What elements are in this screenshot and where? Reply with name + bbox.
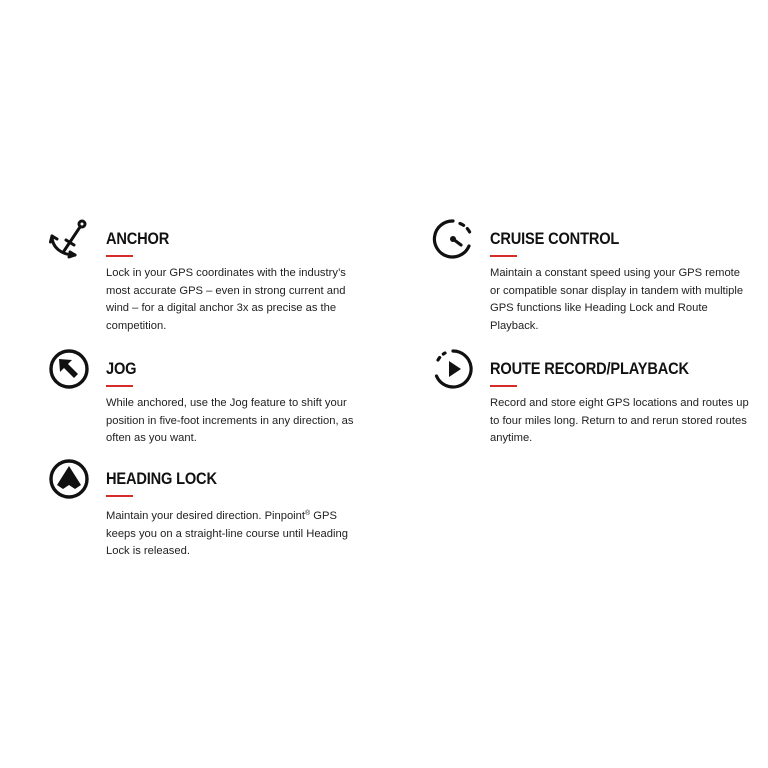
- feature-anchor: [106, 230, 376, 335]
- feature-description: [106, 505, 368, 561]
- anchor-icon: [48, 218, 90, 260]
- route-playback-icon: [432, 348, 474, 390]
- feature-cruise-control: [490, 230, 760, 335]
- jog-arrow-icon: [48, 348, 90, 390]
- feature-title: JOG: [106, 359, 137, 378]
- feature-title: ROUTE RECORD/PLAYBACK: [490, 359, 689, 378]
- description-text: GPS keeps you on a straight-line course until Heading Lock is released.: [106, 510, 348, 557]
- feature-route-record-playback: [490, 360, 760, 448]
- feature-description: Maintain a constant speed using your GPS remote or compatible sonar display in tandem with multiple GPS functions like Heading Lock and Route Playback.: [490, 267, 744, 332]
- feature-title: HEADING LOCK: [106, 469, 217, 488]
- feature-jog: [106, 360, 376, 448]
- feature-description: Lock in your GPS coordinates with the industry’s most accurate GPS – even in strong current and wind – for a digital anchor 3x as precise as the competition.: [106, 267, 346, 332]
- accent-rule: [490, 255, 517, 257]
- feature-description: While anchored, use the Jog feature to shift your position in five-foot increments in any direction, as often as you want.: [106, 397, 354, 444]
- feature-heading-lock: [106, 470, 376, 561]
- description-text: Maintain your desired direction. Pinpoint: [106, 510, 305, 522]
- accent-rule: [106, 495, 133, 497]
- accent-rule: [490, 385, 517, 387]
- feature-description: Record and store eight GPS locations and routes up to four miles long. Return to and rerun stored routes anytime.: [490, 397, 749, 444]
- feature-title: CRUISE CONTROL: [490, 229, 620, 248]
- accent-rule: [106, 255, 133, 257]
- accent-rule: [106, 385, 133, 387]
- heading-lock-icon: [48, 458, 90, 500]
- speedometer-icon: [432, 218, 474, 260]
- registered-mark: ®: [305, 510, 311, 517]
- feature-title: ANCHOR: [106, 229, 170, 248]
